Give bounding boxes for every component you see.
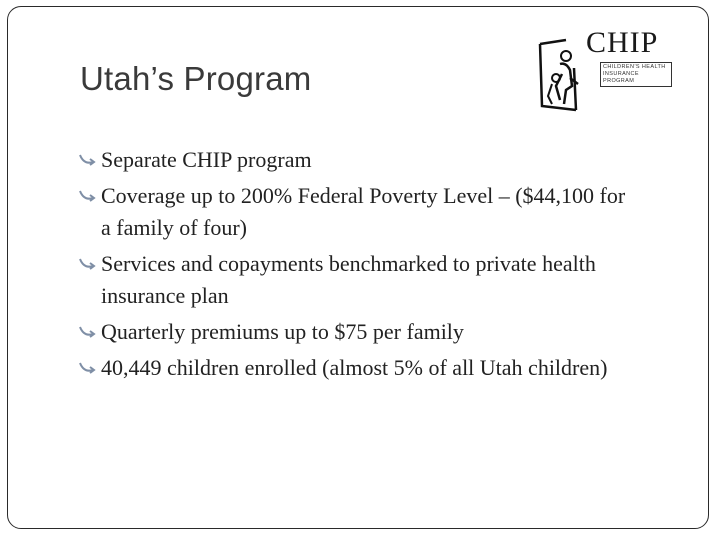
bullet-text: Separate CHIP program bbox=[101, 147, 312, 172]
curved-arrow-bullet-icon bbox=[78, 254, 96, 274]
bullet-text: Coverage up to 200% Federal Poverty Level – ($44,100 for a family of four) bbox=[101, 183, 626, 240]
bullet-item bbox=[78, 248, 638, 312]
bullet-item bbox=[78, 144, 638, 176]
slide-title: Utah’s Program bbox=[80, 60, 312, 97]
chip-logo-graphic bbox=[536, 34, 586, 120]
bullet-item bbox=[78, 180, 638, 244]
curved-arrow-bullet-icon bbox=[78, 186, 96, 206]
chip-logo-tagline: CHILDREN’S HEALTH INSURANCE PROGRAM bbox=[600, 62, 672, 87]
bullet-list bbox=[78, 144, 638, 388]
bullet-text: Services and copayments benchmarked to private health insurance plan bbox=[101, 251, 596, 308]
chip-logo bbox=[536, 26, 676, 112]
bullet-text: 40,449 children enrolled (almost 5% of all Utah children) bbox=[101, 355, 608, 380]
curved-arrow-bullet-icon bbox=[78, 358, 96, 378]
bullet-item bbox=[78, 352, 638, 384]
curved-arrow-bullet-icon bbox=[78, 322, 96, 342]
bullet-item bbox=[78, 316, 638, 348]
curved-arrow-bullet-icon bbox=[78, 150, 96, 170]
chip-logo-wordmark: CHIP bbox=[586, 26, 659, 59]
bullet-text: Quarterly premiums up to $75 per family bbox=[101, 319, 464, 344]
